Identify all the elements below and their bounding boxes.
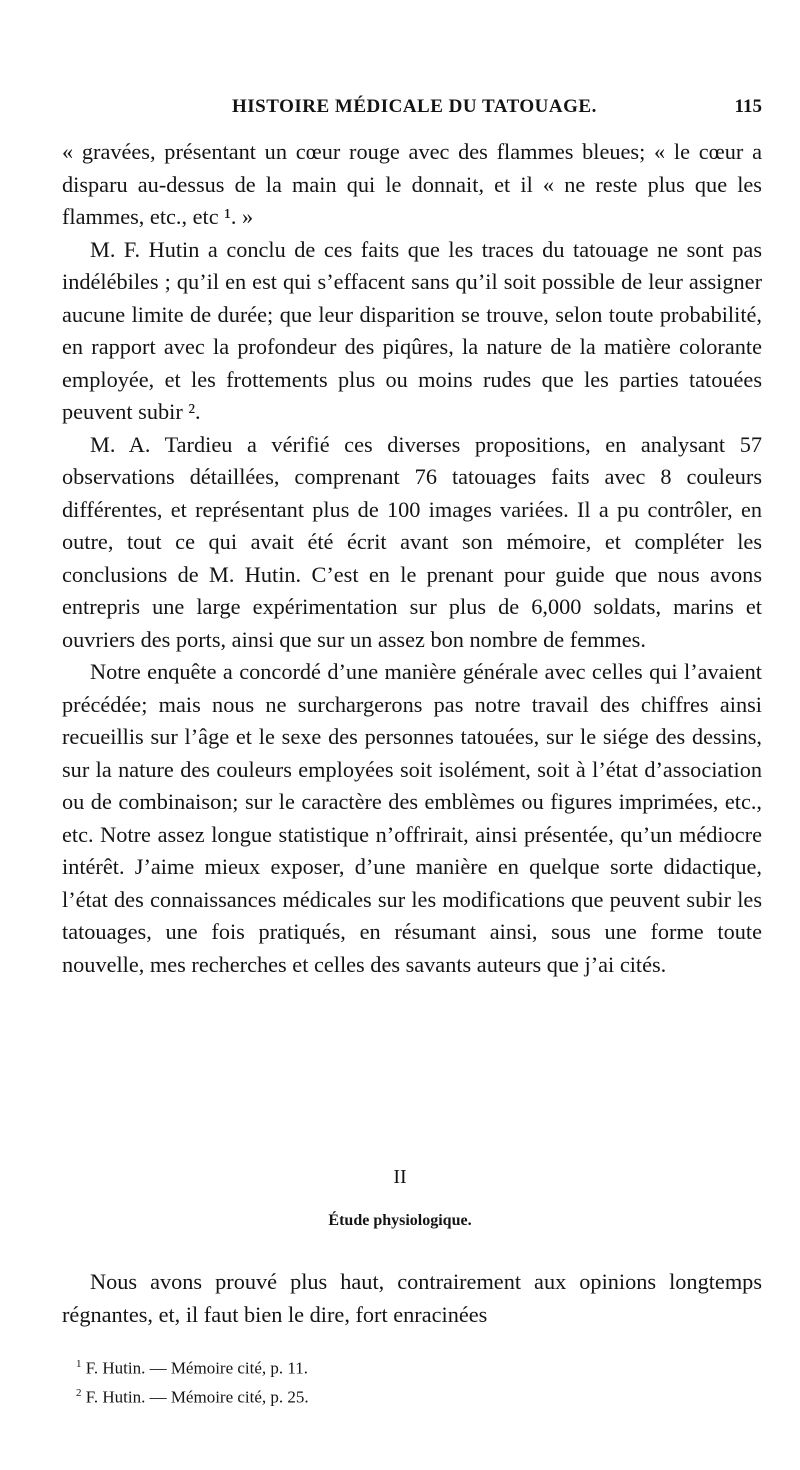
- paragraph-enquete: Notre enquête a concordé d’une manière générale avec celles qui l’avaient précédée; mais nous ne surchargerons pas notre travail des chiffres ainsi recueillis sur l’âge et le sexe des personnes tatouées, sur le siége des dessins, sur la nature des couleurs employées soit isolément, soit à l’état d’association ou de combinaison; sur le caractère des emblèmes ou figures imprimées, etc., etc. Notre assez longue statistique n’offrirait, ainsi présentée, qu’un médiocre intérêt. J’aime mieux exposer, d’une manière en quelque sorte didactique, l’état des connaissances médicales sur les modifications que peuvent subir les tatouages, une fois pratiqués, en résumant ainsi, sous une forme toute nouvelle, mes recherches et celles des savants auteurs que j’ai cités.: [62, 659, 762, 977]
- paragraph-quote-end: « gravées, présentant un cœur rouge avec des flammes bleues; « le cœur a disparu au-dessus de la main qui le donnait, et il « ne reste plus que les flammes, etc., etc ¹. »: [62, 139, 762, 229]
- body-text: [62, 136, 762, 981]
- paragraph-hutin-conclusions: M. F. Hutin a conclu de ces faits que les traces du tatouage ne sont pas indélébiles ; qu’il en est qui s’effacent sans qu’il soit possible de leur assigner aucune limite de durée; que leur disparition se trouve, selon toute probabilité, en rapport avec la profondeur des piqûres, la nature de la matière colorante employée, et les frottements plus ou moins rudes que les parties tatouées peuvent subir ².: [62, 236, 762, 424]
- footnote-marker: 1: [76, 1358, 82, 1370]
- footnote-2: [76, 1381, 676, 1410]
- footnote-marker: 2: [76, 1386, 82, 1399]
- paragraph-physiologique-intro: Nous avons prouvé plus haut, contrairement aux opinions longtemps régnantes, et, il faut bien le dire, fort enracinées: [62, 1269, 762, 1327]
- closing-text: [62, 1266, 762, 1331]
- footnotes: [76, 1352, 676, 1409]
- page-header: [62, 96, 762, 126]
- page-number: 115: [734, 96, 762, 117]
- section-title: Étude physiologique.: [328, 1212, 472, 1229]
- footnote-1: [76, 1352, 676, 1381]
- footnote-text: F. Hutin. — Mémoire cité, p. 25.: [85, 1387, 309, 1407]
- footnote-text: F. Hutin. — Mémoire cité, p. 11.: [85, 1358, 309, 1378]
- running-title: HISTOIRE MÉDICALE DU TATOUAGE.: [232, 96, 597, 117]
- section-number: II: [393, 1166, 407, 1188]
- paragraph-tardieu: M. A. Tardieu a vérifié ces diverses propositions, en analysant 57 observations détaillées, comprenant 76 tatouages faits avec 8 couleurs différentes, et représentant plus de 100 images variées. Il a pu contrôler, en outre, tout ce qui avait été écrit avant son mémoire, et compléter les conclusions de M. Hutin. C’est en le prenant pour guide que nous avons entrepris une large expérimentation sur plus de 6,000 soldats, marins et ouvriers des ports, ainsi que sur un assez bon nombre de femmes.: [62, 431, 762, 652]
